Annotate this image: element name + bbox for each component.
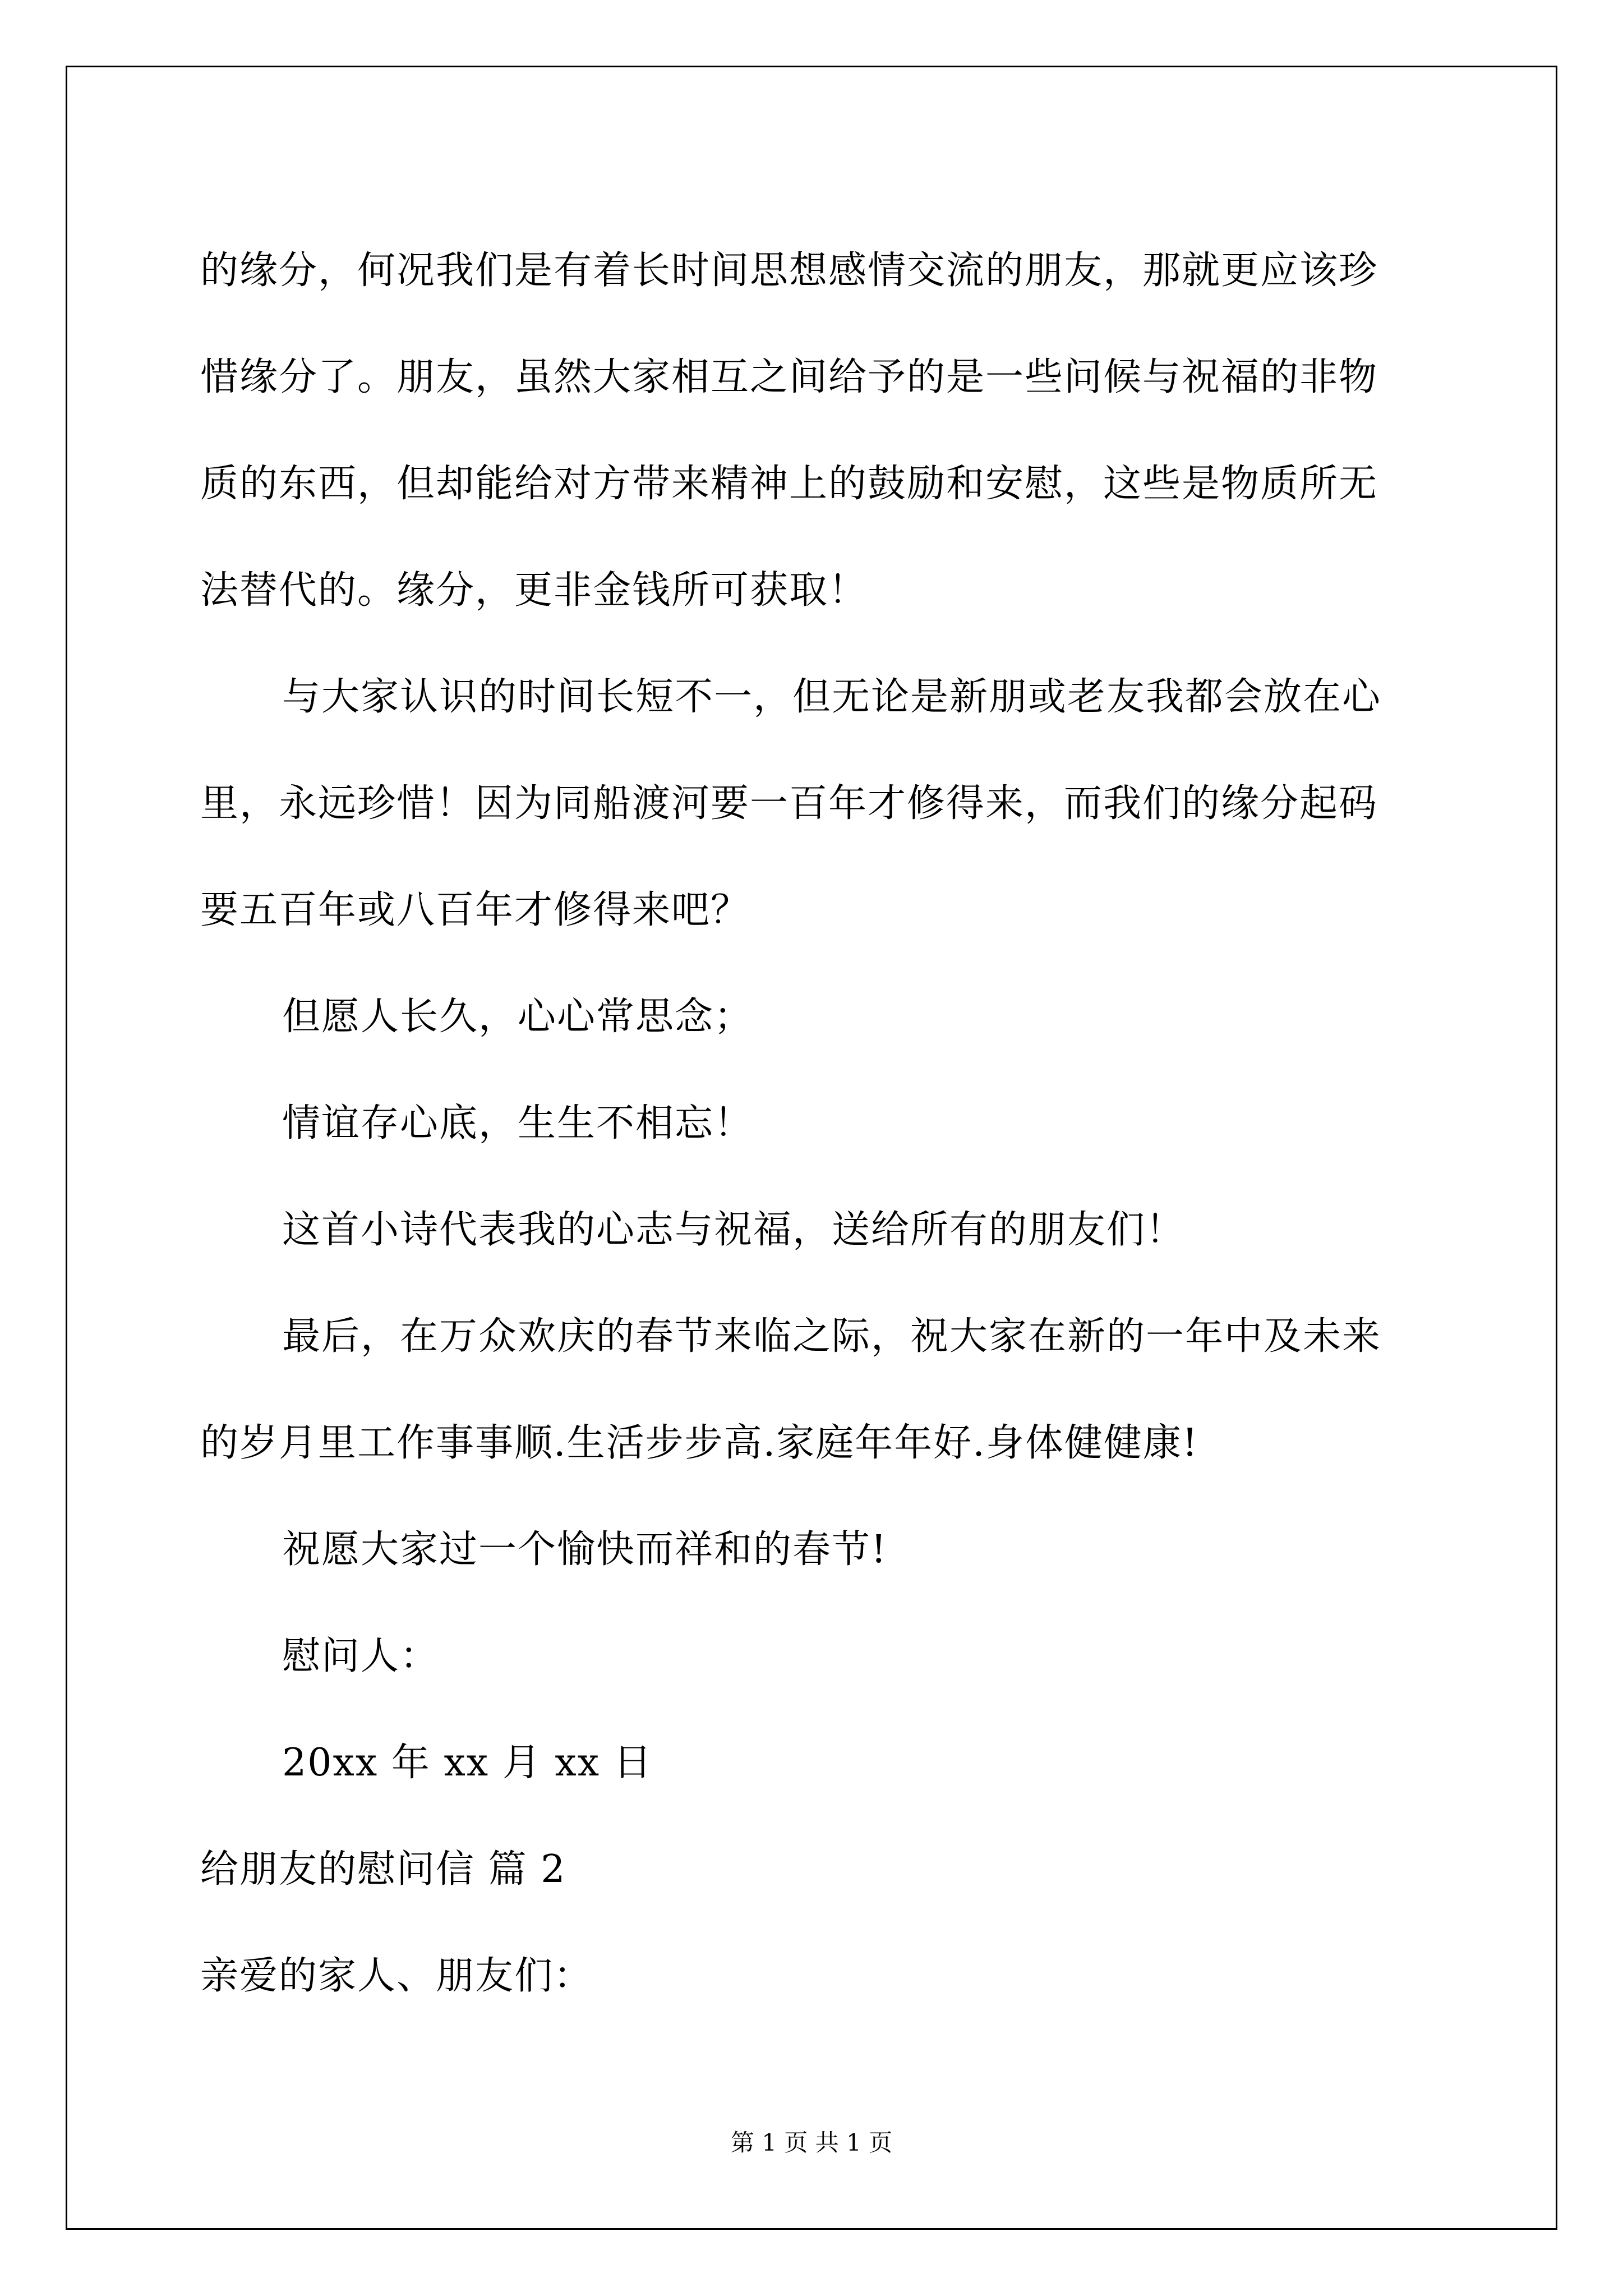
text-line: 的缘分，何况我们是有着长时间思想感情交流的朋友，那就更应该珍 — [200, 249, 1378, 293]
paragraph-1 — [200, 218, 1434, 644]
paragraph-poem-note: 这首小诗代表我的心志与祝福，送给所有的朋友们！ — [282, 1208, 1186, 1252]
text-line: 与大家认识的时间长短不一，但无论是新朋或老友我都会放在心 — [282, 675, 1382, 719]
text-line: 质的东西，但却能给对方带来精神上的鼓励和安慰，这些是物质所无 — [200, 462, 1378, 506]
document-body — [200, 218, 1434, 2030]
signature-label: 慰问人： — [282, 1634, 440, 1678]
poem-line-1: 但愿人长久，心心常思念； — [282, 995, 754, 1039]
paragraph-spring-festival: 祝愿大家过一个愉快而祥和的春节! — [282, 1527, 888, 1572]
page-number-footer: 第 1 页 共 1 页 — [730, 2129, 893, 2156]
paragraph-2 — [200, 644, 1434, 964]
text-line: 里，永远珍惜！因为同船渡河要一百年才修得来，而我们的缘分起码 — [200, 781, 1378, 826]
date-line: 20xx 年 xx 月 xx 日 — [282, 1741, 653, 1785]
text-line: 法替代的。缘分，更非金钱所可获取！ — [200, 568, 868, 613]
text-line: 要五百年或八百年才修得来吧？ — [200, 888, 750, 932]
paragraph-wishes — [200, 1283, 1434, 1497]
poem-line-2: 情谊存心底，生生不相忘！ — [282, 1101, 754, 1145]
text-line: 的岁月里工作事事顺.生活步步高.家庭年年好.身体健健康! — [200, 1421, 1199, 1465]
text-line: 惜缘分了。朋友，虽然大家相互之间给予的是一些问候与祝福的非物 — [200, 355, 1378, 399]
text-line: 最后，在万众欢庆的春节来临之际，祝大家在新的一年中及未来 — [282, 1314, 1382, 1359]
section-heading: 给朋友的慰问信 篇 2 — [200, 1847, 566, 1892]
salutation: 亲爱的家人、朋友们： — [200, 1954, 593, 1998]
